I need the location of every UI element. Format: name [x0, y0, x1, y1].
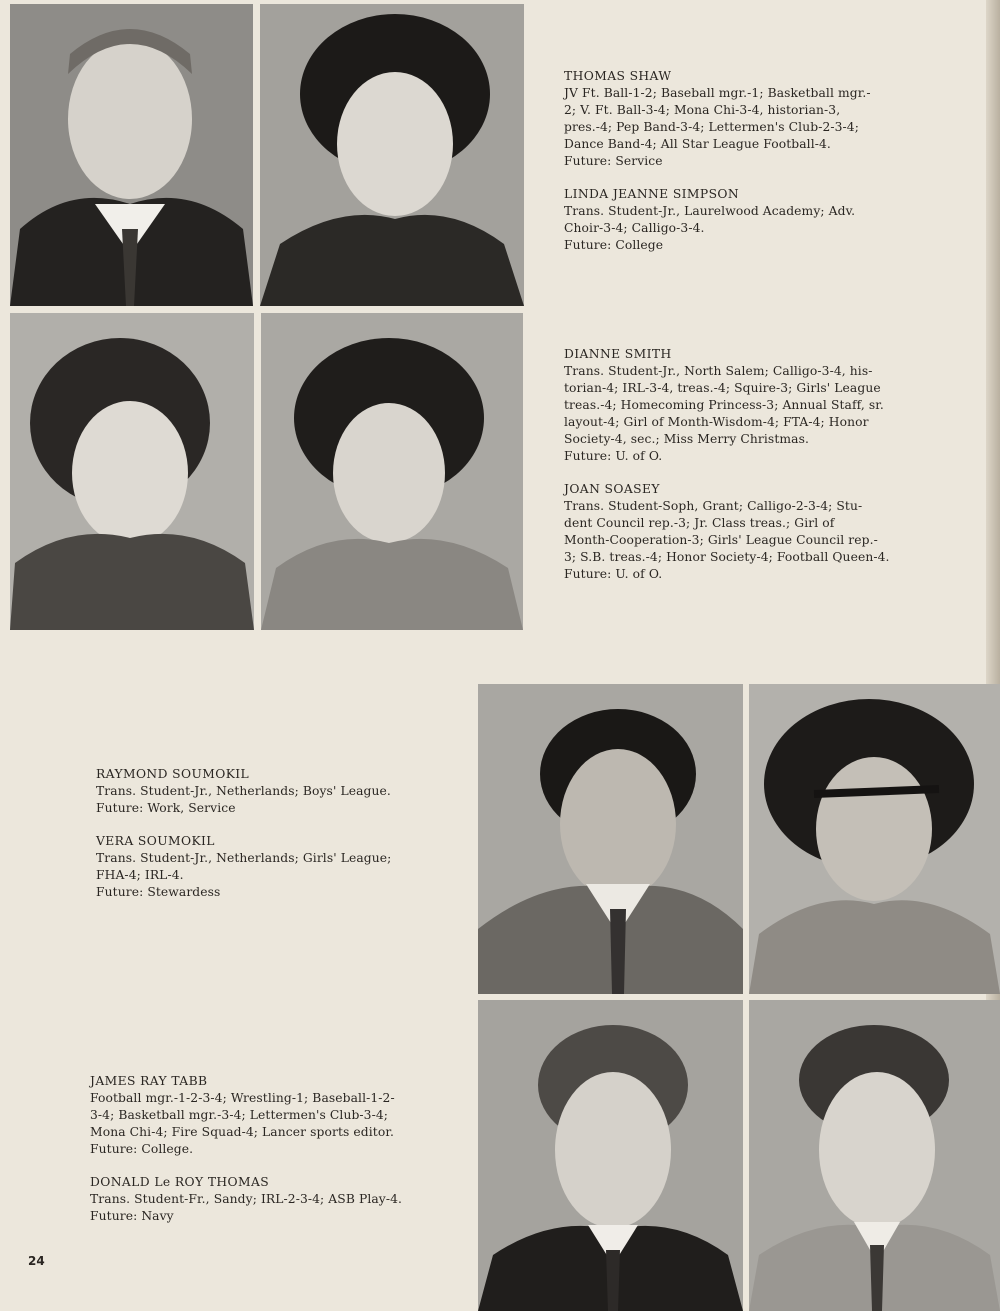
- bio-column-middle: [564, 346, 936, 599]
- bio-column-lower: [90, 1073, 460, 1241]
- bio-linda-jeanne-simpson: [564, 186, 936, 254]
- bio-line: JV Ft. Ball-1-2; Baseball mgr.-1; Basketball mgr.-: [564, 86, 871, 100]
- bio-future: Future: College: [564, 238, 664, 252]
- student-name: JAMES RAY TABB: [90, 1074, 208, 1088]
- bio-future: Future: Service: [564, 154, 663, 168]
- bio-line: FHA-4; IRL-4.: [96, 868, 184, 882]
- bio-raymond-soumokil: [96, 766, 456, 817]
- bio-vera-soumokil: [96, 833, 456, 901]
- bio-james-ray-tabb: [90, 1073, 460, 1158]
- bio-future: Future: Stewardess: [96, 885, 221, 899]
- bio-column-upper: [564, 68, 936, 270]
- bio-line: 3-4; Basketball mgr.-3-4; Lettermen's Club-3-4;: [90, 1108, 389, 1122]
- bio-line: Mona Chi-4; Fire Squad-4; Lancer sports editor.: [90, 1125, 394, 1139]
- portrait-photo-dianne-smith: [10, 313, 254, 630]
- bio-line: Trans. Student-Jr., North Salem; Calligo-3-4, his-: [564, 364, 873, 378]
- portrait-photo-donald-le-roy-thomas: [749, 1000, 1000, 1311]
- bio-line: Trans. Student-Jr., Netherlands; Boys' League.: [96, 784, 391, 798]
- student-name: DIANNE SMITH: [564, 347, 672, 361]
- bio-line: Month-Cooperation-3; Girls' League Council rep.-: [564, 533, 878, 547]
- student-name: THOMAS SHAW: [564, 69, 672, 83]
- bio-column-soumokil: [96, 766, 456, 917]
- portrait-photo-raymond-soumokil: [478, 684, 743, 994]
- bio-future: Future: College.: [90, 1142, 194, 1156]
- bio-future: Future: Work, Service: [96, 801, 236, 815]
- portrait-photo-vera-soumokil: [749, 684, 1000, 994]
- student-name: JOAN SOASEY: [564, 482, 660, 496]
- bio-future: Future: Navy: [90, 1209, 174, 1223]
- bio-line: layout-4; Girl of Month-Wisdom-4; FTA-4; Honor: [564, 415, 869, 429]
- bio-line: dent Council rep.-3; Jr. Class treas.; Girl of: [564, 516, 835, 530]
- bio-line: Trans. Student-Fr., Sandy; IRL-2-3-4; ASB Play-4.: [90, 1192, 403, 1206]
- bio-line: pres.-4; Pep Band-3-4; Lettermen's Club-2-3-4;: [564, 120, 859, 134]
- page-number: 24: [28, 1254, 45, 1268]
- bio-line: Football mgr.-1-2-3-4; Wrestling-1; Baseball-1-2-: [90, 1091, 395, 1105]
- student-name: LINDA JEANNE SIMPSON: [564, 187, 740, 201]
- bio-donald-le-roy-thomas: [90, 1174, 460, 1225]
- portrait-photo-joan-soasey: [261, 313, 523, 630]
- bio-dianne-smith: [564, 346, 936, 465]
- student-name: VERA SOUMOKIL: [96, 834, 215, 848]
- bio-future: Future: U. of O.: [564, 567, 663, 581]
- bio-line: 2; V. Ft. Ball-3-4; Mona Chi-3-4, historian-3,: [564, 103, 841, 117]
- bio-joan-soasey: [564, 481, 936, 583]
- portrait-photo-james-ray-tabb: [478, 1000, 743, 1311]
- bio-line: torian-4; IRL-3-4, treas.-4; Squire-3; Girls' League: [564, 381, 881, 395]
- bio-line: Trans. Student-Jr., Laurelwood Academy; Adv.: [564, 204, 856, 218]
- bio-line: Choir-3-4; Calligo-3-4.: [564, 221, 705, 235]
- bio-line: treas.-4; Homecoming Princess-3; Annual Staff, sr.: [564, 398, 884, 412]
- bio-line: Society-4, sec.; Miss Merry Christmas.: [564, 432, 809, 446]
- bio-thomas-shaw: [564, 68, 936, 170]
- bio-line: Dance Band-4; All Star League Football-4.: [564, 137, 831, 151]
- portrait-photo-thomas-shaw: [10, 4, 253, 306]
- student-name: RAYMOND SOUMOKIL: [96, 767, 250, 781]
- bio-future: Future: U. of O.: [564, 449, 663, 463]
- student-name: DONALD Le ROY THOMAS: [90, 1175, 270, 1189]
- portrait-photo-linda-jeanne-simpson: [260, 4, 524, 306]
- bio-line: 3; S.B. treas.-4; Honor Society-4; Football Queen-4.: [564, 550, 890, 564]
- bio-line: Trans. Student-Soph, Grant; Calligo-2-3-4; Stu-: [564, 499, 863, 513]
- bio-line: Trans. Student-Jr., Netherlands; Girls' League;: [96, 851, 392, 865]
